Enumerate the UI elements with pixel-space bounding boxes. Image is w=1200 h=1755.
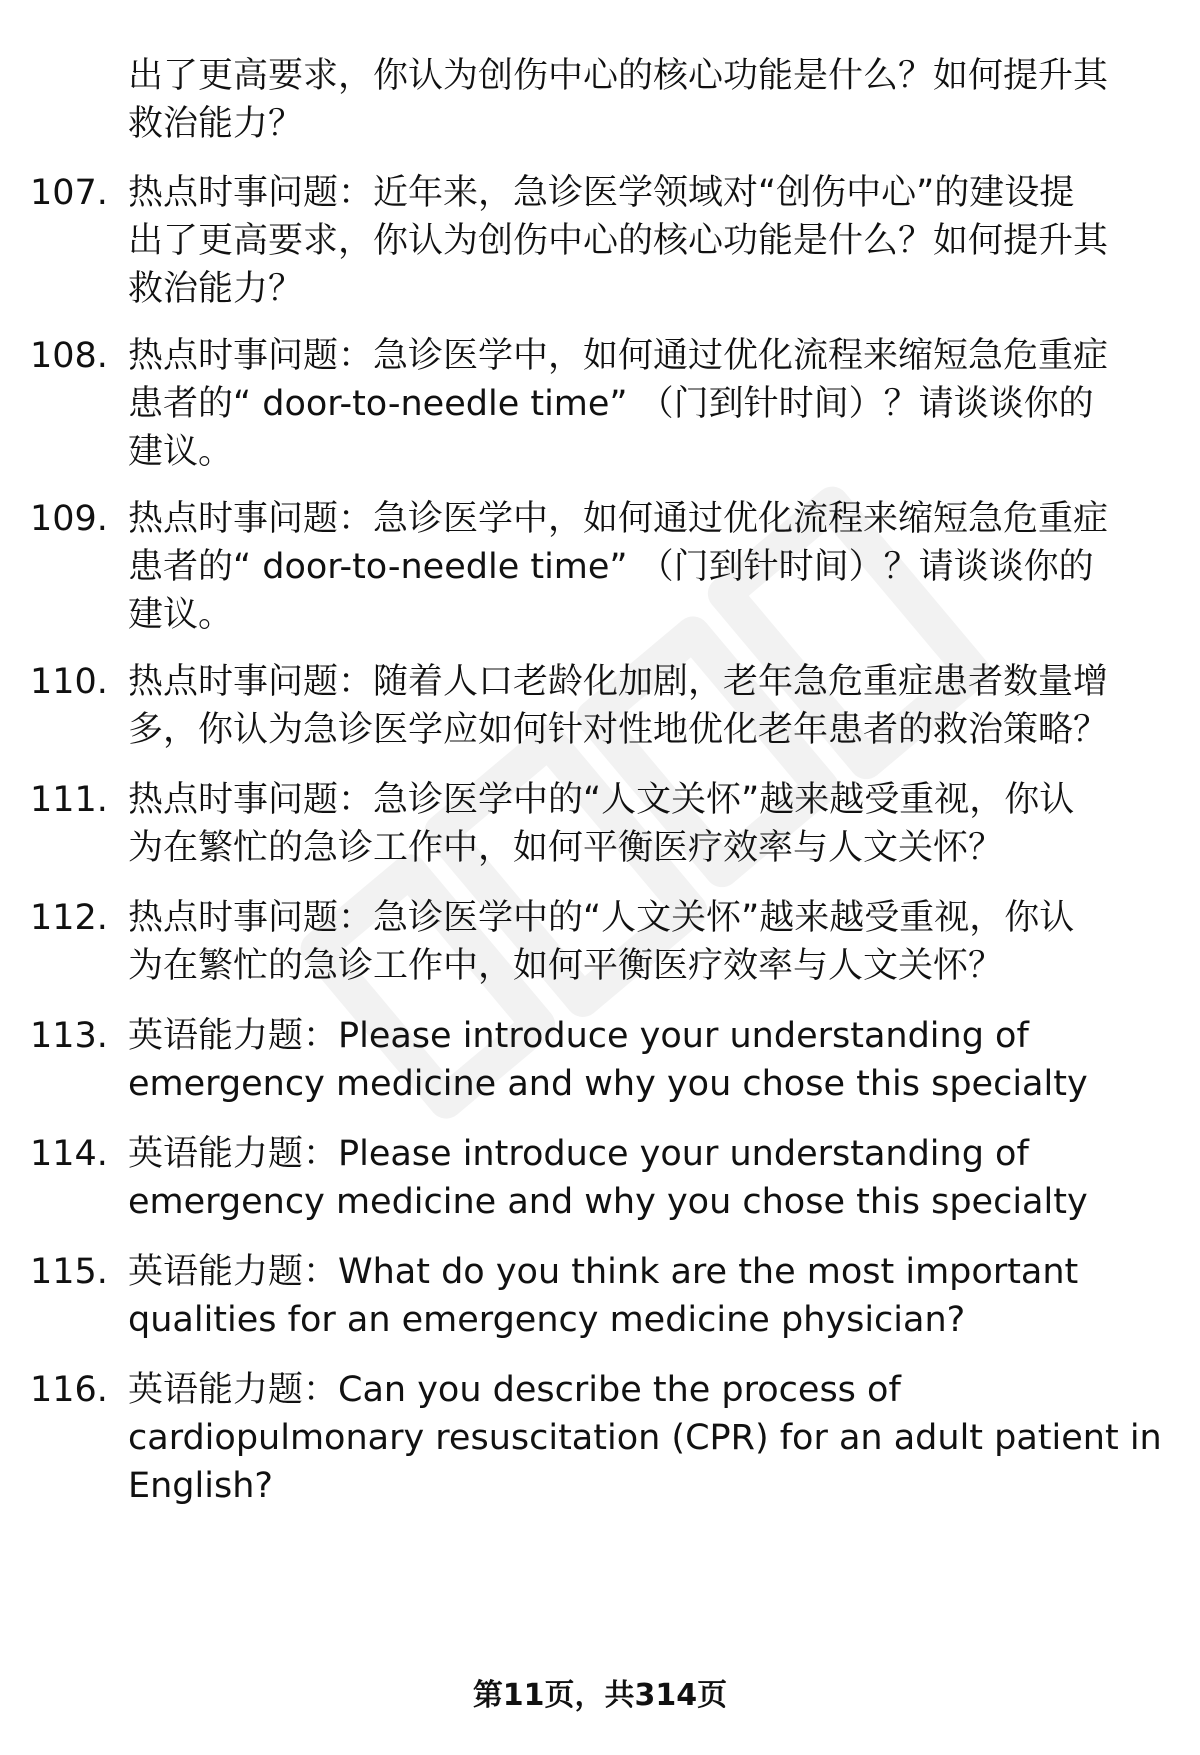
question-text: [128, 52, 1148, 148]
text-line: 出了更高要求，你认为创伤中心的核心功能是什么？如何提升其: [128, 221, 1109, 261]
text-line: 热点时事问题：近年来，急诊医学领域对“创伤中心”的建设提: [128, 173, 1075, 213]
question-text: [128, 332, 1148, 476]
text-line: 出了更高要求，你认为创伤中心的核心功能是什么？如何提升其: [128, 56, 1109, 96]
question-number: 107.: [30, 173, 108, 213]
text-line: 热点时事问题：急诊医学中，如何通过优化流程来缩短急危重症: [128, 499, 1109, 539]
text-line: 英语能力题：Please introduce your understanding of: [128, 1016, 1029, 1056]
question-number: 110.: [30, 662, 108, 702]
text-line: emergency medicine and why you chose this specialty: [128, 1064, 1088, 1104]
text-line: 建议。: [128, 432, 234, 472]
question-text: [128, 1130, 1148, 1226]
text-line: 建议。: [128, 595, 234, 635]
question-number: 111.: [30, 780, 108, 820]
text-line: 英语能力题：Please introduce your understanding of: [128, 1134, 1029, 1174]
question-number: 113.: [30, 1016, 108, 1056]
text-line: English?: [128, 1466, 273, 1506]
question-number: 109.: [30, 499, 108, 539]
question-number: 108.: [30, 336, 108, 376]
question-text: [128, 776, 1148, 872]
text-line: 英语能力题：What do you think are the most important: [128, 1252, 1079, 1292]
text-line: 救治能力？: [128, 269, 304, 309]
text-line: 为在繁忙的急诊工作中，如何平衡医疗效率与人文关怀？: [128, 946, 1004, 986]
question-number: 114.: [30, 1134, 108, 1174]
text-line: 热点时事问题：急诊医学中的“人文关怀”越来越受重视，你认: [128, 780, 1075, 820]
text-line: 热点时事问题：急诊医学中的“人文关怀”越来越受重视，你认: [128, 898, 1075, 938]
question-text: [128, 1012, 1148, 1108]
question-text: [128, 894, 1148, 990]
text-line: 救治能力？: [128, 104, 304, 144]
question-text: [128, 1248, 1148, 1344]
text-line: 英语能力题：Can you describe the process of: [128, 1370, 901, 1410]
text-line: emergency medicine and why you chose this specialty: [128, 1182, 1088, 1222]
question-number: 112.: [30, 898, 108, 938]
text-line: 患者的“ door-to-needle time” （门到针时间）？请谈谈你的: [128, 547, 1094, 587]
text-line: cardiopulmonary resuscitation (CPR) for an adult patient in: [128, 1418, 1162, 1458]
question-text: [128, 658, 1148, 754]
text-line: 患者的“ door-to-needle time” （门到针时间）？请谈谈你的: [128, 384, 1094, 424]
question-number: 115.: [30, 1252, 108, 1292]
text-line: 为在繁忙的急诊工作中，如何平衡医疗效率与人文关怀？: [128, 828, 1004, 868]
text-line: 热点时事问题：随着人口老龄化加剧，老年急危重症患者数量增: [128, 662, 1109, 702]
text-line: qualities for an emergency medicine physician?: [128, 1300, 966, 1340]
question-text: [128, 169, 1148, 313]
question-text: [128, 495, 1148, 639]
text-line: 热点时事问题：急诊医学中，如何通过优化流程来缩短急危重症: [128, 336, 1109, 376]
question-number: 116.: [30, 1370, 108, 1410]
question-text: [128, 1366, 1162, 1510]
text-line: 多，你认为急诊医学应如何针对性地优化老年患者的救治策略？: [128, 710, 1109, 750]
page-number-footer: 第11页，共314页: [472, 1678, 728, 1713]
